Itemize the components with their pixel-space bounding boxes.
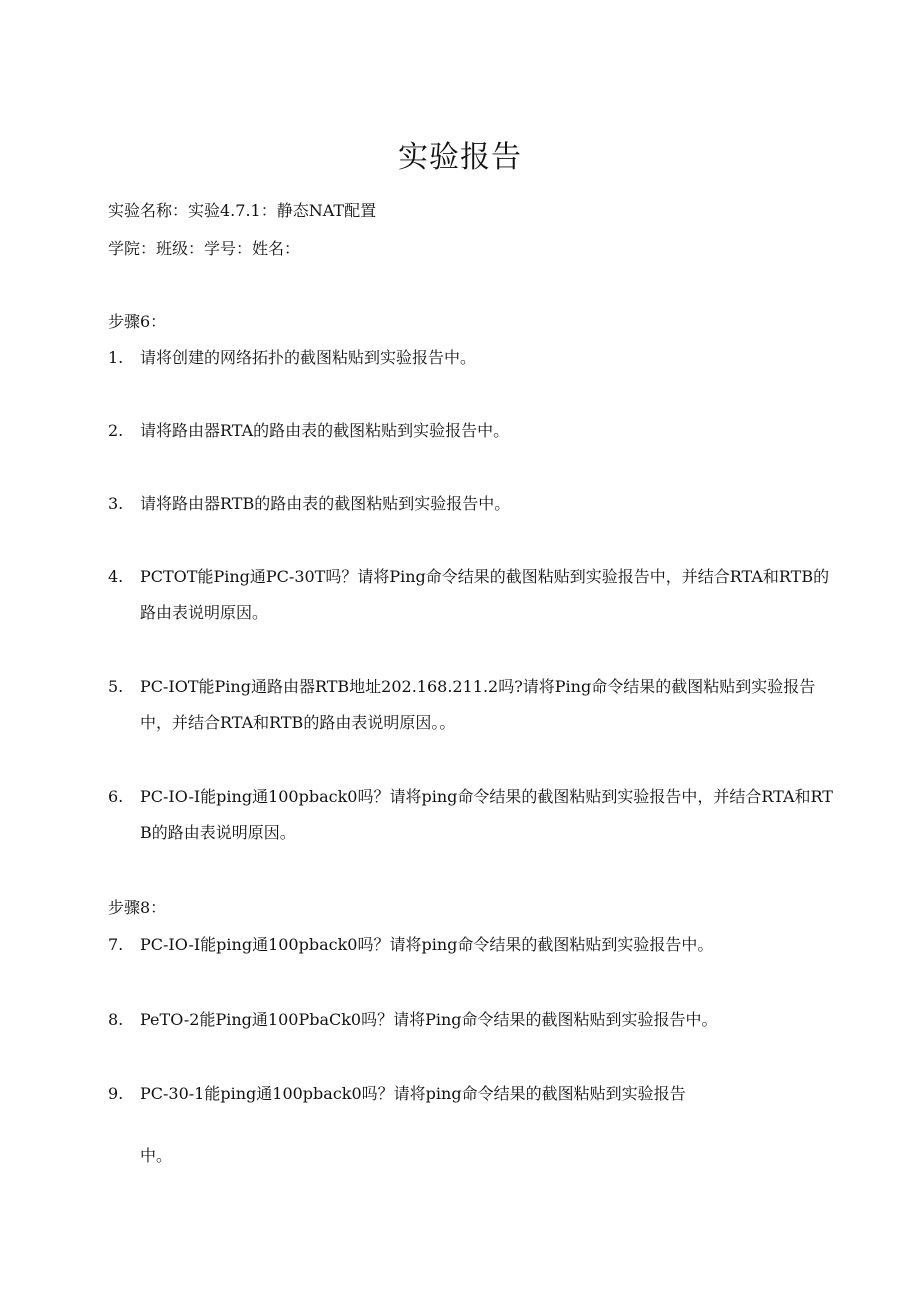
item-number: 6. <box>108 787 124 806</box>
item-number: 5. <box>108 677 124 696</box>
item-text: 请将路由器RTB的路由表的截图粘贴到实验报告中。 <box>140 494 511 513</box>
experiment-name: 实验名称：实验4.7.1：静态NAT配置 <box>108 201 377 220</box>
item-text: 请将路由器RTA的路由表的截图粘贴到实验报告中。 <box>140 421 510 440</box>
list-item <box>108 493 838 515</box>
item9-continuation: 中。 <box>140 1146 173 1165</box>
item-text: PCTOT能Ping通PC-30T吗？请将Ping命令结果的截图粘贴到实验报告中，并结合RTA和RTB的路由表说明原因。 <box>140 567 830 622</box>
item-text: 请将创建的网络拓扑的截图粘贴到实验报告中。 <box>140 348 477 367</box>
item-number: 3. <box>108 494 124 513</box>
list-item <box>108 1083 838 1105</box>
list-item <box>108 676 838 741</box>
item-number: 9. <box>108 1084 124 1103</box>
item-text: PC-30-1能ping通100pback0吗？请将ping命令结果的截图粘贴到实验报告 <box>140 1084 686 1103</box>
item-number: 7. <box>108 935 124 954</box>
list-item <box>108 420 838 442</box>
item-number: 4. <box>108 567 124 586</box>
student-info: 学院：班级：学号：姓名： <box>108 239 301 258</box>
list-item <box>108 566 838 631</box>
list-item <box>108 934 838 956</box>
document-title: 实验报告 <box>398 140 522 175</box>
step6-label: 步骤6： <box>108 312 167 331</box>
item-number: 8. <box>108 1010 124 1029</box>
item-text: PC-IO-I能ping通100pback0吗？请将ping命令结果的截图粘贴到实验报告中，并结合RTA和RTB的路由表说明原因。 <box>140 787 833 842</box>
list-item <box>108 347 838 369</box>
item-text: PC-IO-I能ping通100pback0吗？请将ping命令结果的截图粘贴到实验报告中。 <box>140 935 714 954</box>
item-text: PC-IOT能Ping通路由器RTB地址202.168.211.2吗?请将Ping命令结果的截图粘贴到实验报告中，并结合RTA和RTB的路由表说明原因。。 <box>140 677 816 732</box>
list-item <box>108 786 838 851</box>
item-text: PeTO-2能Ping通100PbaCk0吗？请将Ping命令结果的截图粘贴到实验报告中。 <box>140 1010 718 1029</box>
item-number: 2. <box>108 421 124 440</box>
list-item <box>108 1009 838 1031</box>
step8-label: 步骤8： <box>108 898 167 917</box>
item-number: 1. <box>108 348 124 367</box>
